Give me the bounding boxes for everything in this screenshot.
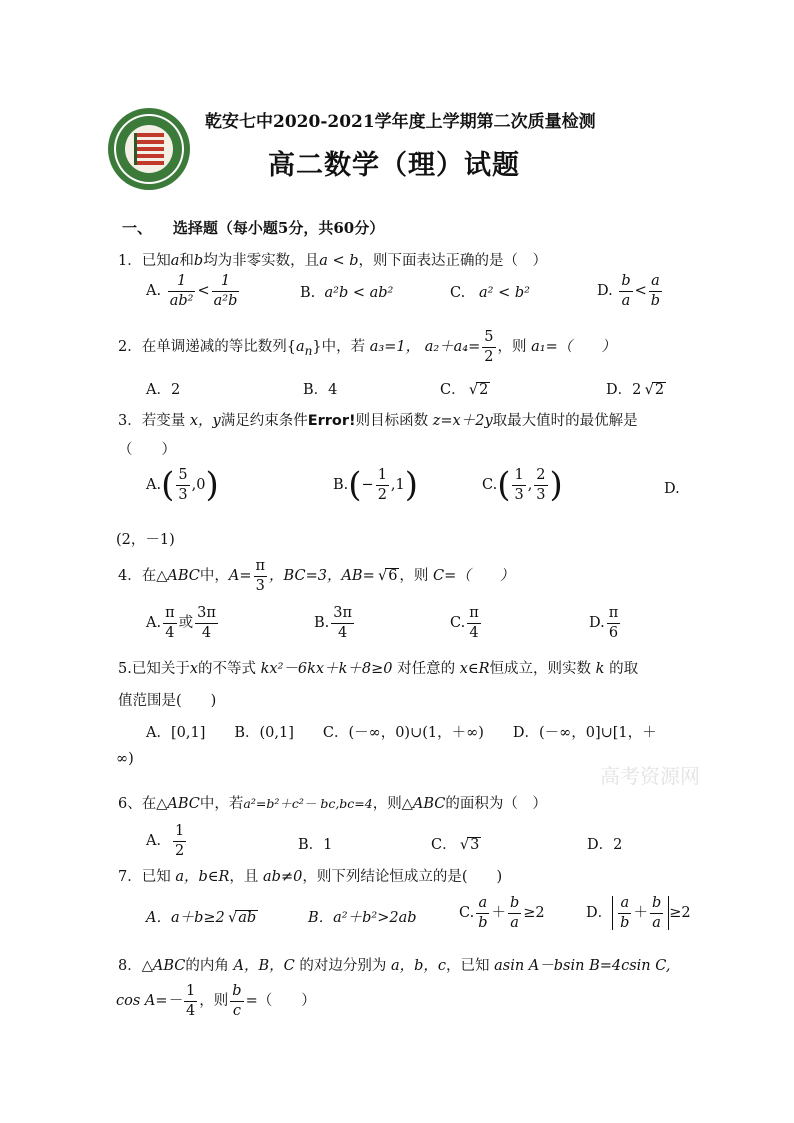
q7-option-d bbox=[586, 896, 691, 930]
q6-option-a bbox=[146, 824, 188, 858]
q6-sqrt: √ 3 bbox=[467, 837, 481, 854]
frac-num: a bbox=[649, 274, 662, 292]
q4-option-b bbox=[314, 606, 356, 640]
q6-option-d: D．2 bbox=[587, 837, 623, 853]
q7-text: 7．已知 bbox=[118, 869, 171, 885]
q1-text: 均为非零实数，且 bbox=[203, 253, 320, 269]
q1-var-a: a bbox=[170, 253, 180, 269]
q2-option-d bbox=[606, 378, 666, 399]
q2-seq-sub: n bbox=[304, 343, 313, 358]
q8-line2 bbox=[116, 984, 316, 1018]
q5-k: k bbox=[595, 661, 605, 677]
q3-option-d-value: (2，－1) bbox=[116, 532, 175, 548]
q4-abc: ABC bbox=[167, 568, 200, 584]
frac-den: c bbox=[232, 1002, 241, 1019]
frac-num: b bbox=[230, 984, 243, 1002]
q7-option-b: B．a²＋b²>2ab bbox=[308, 910, 417, 926]
q8-text: ，则 bbox=[199, 993, 229, 1009]
q8-text: 的内角 bbox=[185, 958, 229, 974]
frac-num: π bbox=[163, 606, 177, 624]
frac-den: 3 bbox=[178, 486, 188, 503]
q6-abc: ABC bbox=[167, 796, 200, 812]
option-label: B. bbox=[314, 615, 330, 631]
q3-error-text: Error! bbox=[307, 413, 356, 429]
q8-abc-vars: A，B，C bbox=[233, 958, 295, 974]
option-label: A．a＋b≥2 bbox=[146, 910, 225, 926]
frac-den: 6 bbox=[608, 624, 619, 641]
option-label: A. bbox=[146, 615, 162, 631]
q3-option-b: B.(− $\frac{1}{2}$ ,1) bbox=[333, 465, 419, 505]
q1-text: 1．已知 bbox=[118, 253, 171, 269]
q4-bc: ，BC=3，AB= bbox=[269, 568, 375, 584]
q6-text: ，则△ bbox=[372, 796, 413, 812]
frac-num: 2 bbox=[534, 468, 547, 486]
question-5-stem bbox=[118, 657, 638, 678]
question-6-stem bbox=[118, 792, 547, 813]
q3-func: z=x＋2y bbox=[432, 413, 493, 429]
q4-text: ，则 bbox=[399, 568, 429, 584]
frac-num: 1 bbox=[512, 468, 525, 486]
frac-den: 3 bbox=[255, 577, 265, 594]
q5-line4: ∞) bbox=[116, 751, 134, 767]
q5-text: 5.已知关于 bbox=[118, 661, 190, 677]
q3-option-d: D. bbox=[664, 481, 680, 497]
q5-options: A．[0,1] B．(0,1] C．(－∞，0)∪(1，＋∞) D．(－∞，0]∪[1，＋ bbox=[146, 725, 657, 741]
q7-text: ，且 bbox=[229, 869, 259, 885]
q8-equation: asin A－bsin B=4csin C, bbox=[494, 958, 671, 974]
frac-num: 5 bbox=[482, 330, 495, 348]
q6-equation: a²=b²＋c²－ bc,bc=4 bbox=[243, 796, 373, 811]
frac-num: b bbox=[508, 896, 521, 914]
frac-den: a²b bbox=[213, 292, 238, 309]
q3-option-a: A.( $\frac{5}{3}$ ,0) bbox=[146, 465, 219, 505]
q1-lt: < bbox=[634, 283, 647, 299]
q1-condition: a < b bbox=[319, 253, 359, 269]
q2-a1: a₁=（ ） bbox=[531, 339, 616, 355]
school-seal-logo bbox=[107, 107, 191, 191]
q2-option-c bbox=[440, 378, 490, 399]
frac-den: b bbox=[478, 914, 488, 931]
q4-text: 中， bbox=[199, 568, 229, 584]
q7-ge: ≥2 bbox=[523, 905, 545, 921]
q7-ab0: ab≠0 bbox=[263, 869, 303, 885]
section-title: 选择题（每小题5分，共60分） bbox=[172, 219, 385, 237]
q6-text: 中，若 bbox=[199, 796, 244, 812]
question-7-stem bbox=[118, 865, 502, 886]
q2-text: 2．在单调递减的等比数列{ bbox=[118, 339, 296, 355]
frac-den: b bbox=[650, 292, 661, 309]
option-label: A. bbox=[146, 283, 162, 299]
frac-num: π bbox=[467, 606, 481, 624]
frac-den: 2 bbox=[484, 348, 494, 365]
frac-den: 4 bbox=[165, 624, 175, 641]
q4-C: C=（ ） bbox=[433, 568, 515, 584]
option-label: D. bbox=[589, 615, 605, 631]
q5-text: 的取 bbox=[609, 661, 639, 677]
watermark: 高考资源网 bbox=[600, 764, 700, 788]
page-title: 高二数学（理）试题 bbox=[268, 150, 520, 181]
q2-seq: a bbox=[295, 339, 305, 355]
q5-inequality: kx²－6kx＋k＋8≥0 bbox=[260, 661, 393, 677]
q2-text: ，则 bbox=[497, 339, 527, 355]
q3-b2: ,1 bbox=[390, 477, 405, 493]
q6-text: 6、在△ bbox=[118, 796, 168, 812]
question-3-stem bbox=[118, 409, 638, 430]
q3-answer-blank: （ ） bbox=[118, 442, 176, 458]
q4-text: 4．在△ bbox=[118, 568, 168, 584]
q2-text: }中，若 bbox=[312, 339, 366, 355]
q4-option-d bbox=[589, 606, 622, 640]
q1-option-b bbox=[300, 285, 393, 301]
q5-text: 的不等式 bbox=[198, 661, 257, 677]
question-1-stem bbox=[118, 249, 547, 270]
q1-text: ，则下面表达正确的是（ ） bbox=[358, 253, 547, 269]
school-exam-line: 乾安七中2020-2021学年度上学期第二次质量检测 bbox=[205, 112, 596, 132]
q1-option-c bbox=[450, 285, 530, 301]
q5-text: 对任意的 bbox=[397, 661, 456, 677]
q2-option-b: B．4 bbox=[303, 382, 338, 398]
q5-text: 恒成立，则实数 bbox=[489, 661, 592, 677]
q5-xr: x∈R bbox=[459, 661, 490, 677]
section-heading bbox=[122, 217, 384, 238]
q7-ab: a，b∈R bbox=[175, 869, 230, 885]
frac-num: 3π bbox=[195, 606, 218, 624]
option-label: C. bbox=[450, 615, 466, 631]
q8-cos: cos A=－ bbox=[116, 993, 183, 1009]
frac-num: 5 bbox=[176, 468, 189, 486]
frac-num: 3π bbox=[331, 606, 354, 624]
frac-num: b bbox=[650, 896, 663, 914]
q4-option-a bbox=[146, 606, 220, 640]
option-label: C． bbox=[440, 382, 466, 398]
q8-sides: a，b，c bbox=[390, 958, 447, 974]
frac-den: b bbox=[620, 914, 630, 931]
q4-A: A= bbox=[228, 568, 252, 584]
q3-a2: ,0 bbox=[191, 477, 206, 493]
q6-option-b: B．1 bbox=[298, 837, 333, 853]
frac-den: 3 bbox=[514, 486, 524, 503]
question-2-stem bbox=[118, 330, 616, 364]
option-label: B. bbox=[333, 477, 349, 493]
frac-num: π bbox=[254, 559, 268, 577]
q5-line2: 值范围是( ) bbox=[118, 693, 217, 709]
frac-den: ab² bbox=[169, 292, 194, 309]
q2-sqrt: √ 2 bbox=[476, 382, 490, 399]
frac-den: 4 bbox=[469, 624, 479, 641]
q8-text: 8．△ bbox=[118, 958, 153, 974]
question-4-stem bbox=[118, 559, 514, 593]
q7-plus: ＋ bbox=[491, 905, 506, 921]
q1-lt: < bbox=[197, 283, 210, 299]
frac-den: 3 bbox=[536, 486, 546, 503]
q3-text: 3．若变量 bbox=[118, 413, 186, 429]
q8-text: ，已知 bbox=[446, 958, 490, 974]
frac-num: 1 bbox=[376, 468, 389, 486]
frac-num: 1 bbox=[184, 984, 197, 1002]
q4-option-c bbox=[450, 606, 483, 640]
frac-num: 1 bbox=[212, 274, 240, 292]
q3-text: 满足约束条件 bbox=[220, 413, 308, 429]
q7-sqrt: √ ab bbox=[235, 910, 258, 927]
q1-var-b: b bbox=[193, 253, 204, 269]
q2-sqrt: √ 2 bbox=[652, 382, 666, 399]
q2-option-a: A．2 bbox=[146, 382, 181, 398]
q3-text: 则目标函数 bbox=[355, 413, 429, 429]
frac-num: π bbox=[607, 606, 621, 624]
q7-ge: ≥2 bbox=[669, 905, 691, 921]
q2-a2a4: a₂＋a₄= bbox=[424, 339, 481, 355]
q5-x: x bbox=[189, 661, 199, 677]
question-8-stem bbox=[118, 954, 670, 975]
option-expr: a²b < ab² bbox=[324, 285, 394, 301]
option-label: C. bbox=[459, 905, 475, 921]
q6-text: 的面积为（ ） bbox=[445, 796, 547, 812]
frac-den: 4 bbox=[338, 624, 348, 641]
option-label: C. bbox=[482, 477, 498, 493]
q1-option-d bbox=[597, 274, 664, 308]
q6-abc: ABC bbox=[412, 796, 446, 812]
option-label: D． bbox=[586, 905, 613, 921]
q3-option-c: C.( $\frac{1}{3}$ , $\frac{2}{3}$ ) bbox=[482, 465, 563, 505]
q3-text: 取最大值时的最优解是 bbox=[492, 413, 638, 429]
frac-num: 1 bbox=[168, 274, 196, 292]
option-label: B. bbox=[300, 285, 316, 301]
frac-den: 4 bbox=[201, 624, 212, 641]
frac-num: b bbox=[619, 274, 632, 292]
q1-option-a bbox=[146, 274, 241, 308]
q4-sqrt: √ 6 bbox=[385, 568, 399, 585]
q8-abc: ABC bbox=[152, 958, 186, 974]
q3-comma: , bbox=[527, 477, 533, 493]
q2-a3: a₃=1， bbox=[369, 339, 421, 355]
frac-num: a bbox=[618, 896, 631, 914]
frac-num: a bbox=[476, 896, 489, 914]
option-label: A． bbox=[146, 833, 171, 849]
section-number: 一、 bbox=[122, 219, 153, 237]
q3-vars: x，y bbox=[189, 413, 221, 429]
frac-den: 2 bbox=[174, 842, 185, 859]
q8-text: 的对边分别为 bbox=[299, 958, 387, 974]
option-label: D. bbox=[597, 283, 613, 299]
q7-option-a bbox=[146, 906, 258, 927]
frac-den: a bbox=[510, 914, 519, 931]
frac-den: a bbox=[621, 292, 631, 309]
option-expr: a² < b² bbox=[479, 285, 530, 301]
option-label: D．2 bbox=[606, 382, 642, 398]
option-label: C. bbox=[450, 285, 466, 301]
frac-den: 2 bbox=[377, 486, 387, 503]
q7-option-c bbox=[459, 896, 545, 930]
option-label: C． bbox=[431, 837, 457, 853]
q8-text: =（ ） bbox=[245, 993, 316, 1009]
frac-den: 4 bbox=[186, 1002, 196, 1019]
option-label: A. bbox=[146, 477, 162, 493]
q4-or: 或 bbox=[178, 615, 194, 631]
frac-num: 1 bbox=[173, 824, 186, 842]
q7-plus: ＋ bbox=[633, 905, 648, 921]
q3-minus: − bbox=[361, 477, 374, 493]
q6-option-c bbox=[431, 833, 481, 854]
q7-text: ，则下列结论恒成立的是( ) bbox=[302, 869, 503, 885]
frac-den: a bbox=[652, 914, 661, 931]
q1-text: 和 bbox=[179, 253, 194, 269]
